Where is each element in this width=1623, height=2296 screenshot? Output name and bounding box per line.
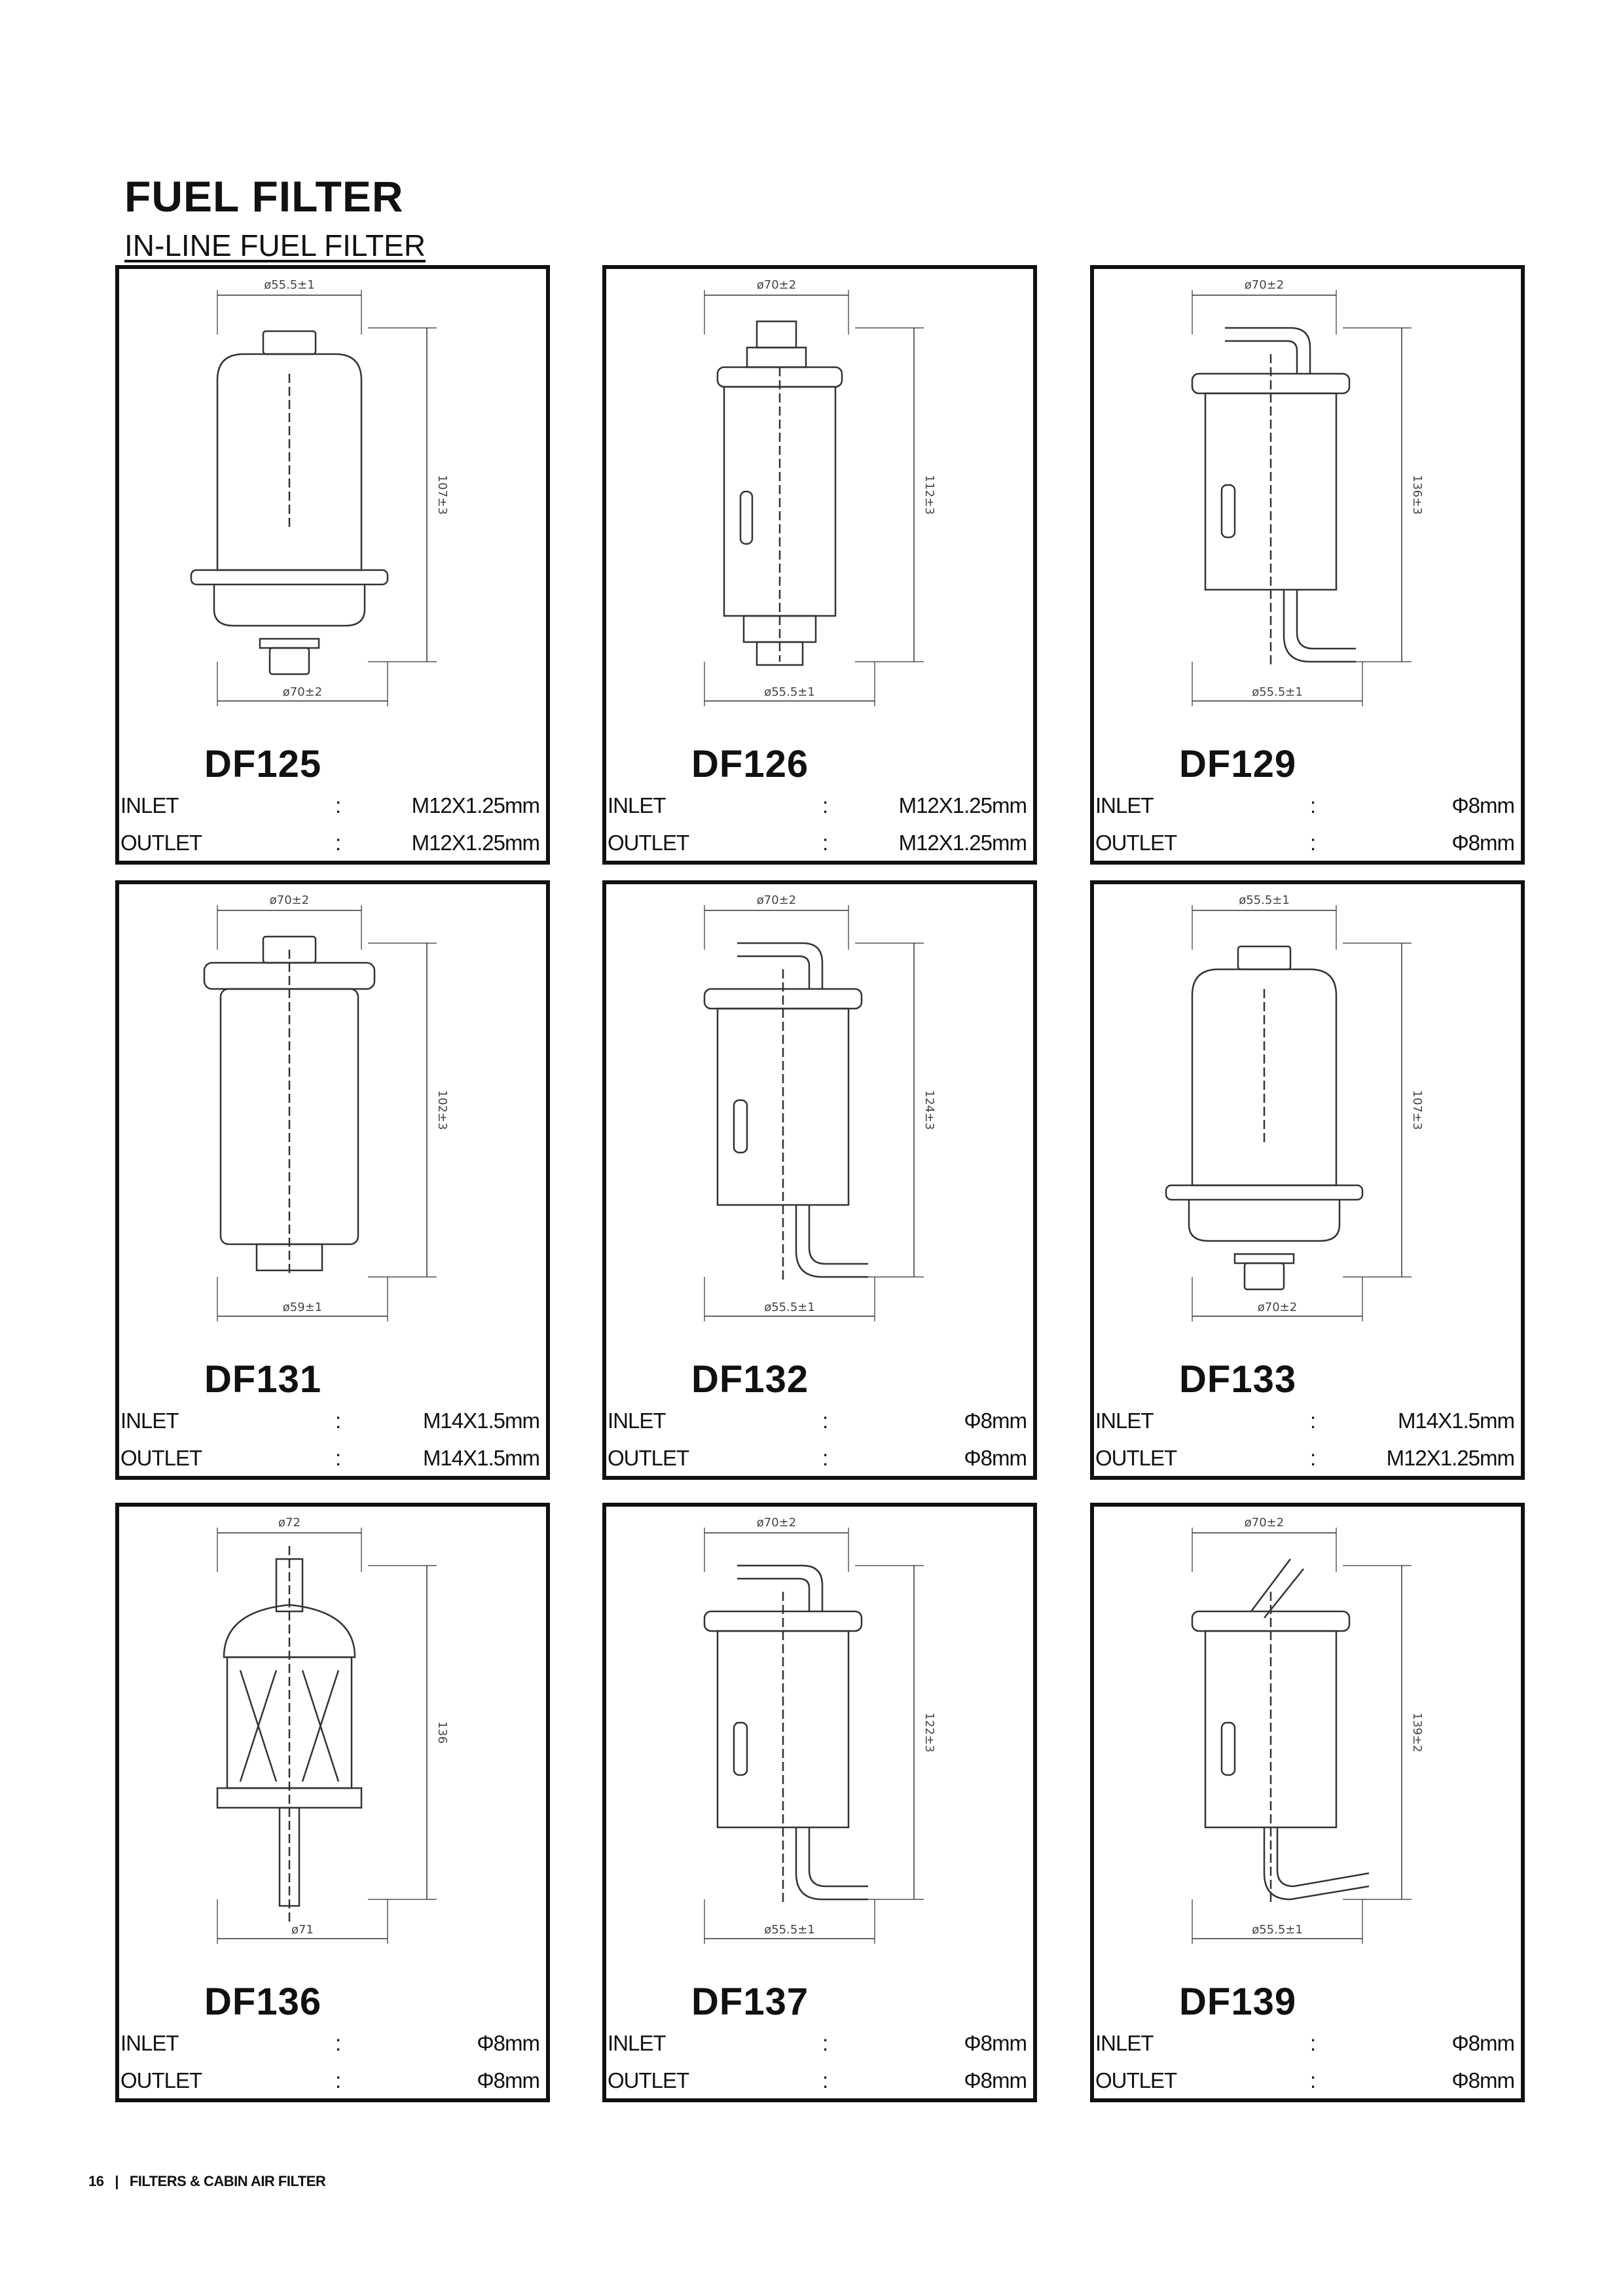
- filter-drawing: [119, 884, 546, 1336]
- inlet-colon: :: [822, 793, 829, 817]
- inlet-row: [606, 2027, 1033, 2061]
- outlet-label: OUTLET: [120, 2068, 202, 2092]
- inlet-value: M14X1.5mm: [422, 1408, 539, 1433]
- inlet-colon: :: [1310, 793, 1317, 817]
- outlet-label: OUTLET: [608, 2068, 689, 2092]
- outlet-row: [1094, 2064, 1521, 2098]
- dim-top: ø70±2: [756, 1516, 797, 1530]
- outlet-row: [1094, 1442, 1521, 1476]
- dim-height: 124±3: [922, 1090, 936, 1130]
- inlet-value: Φ8mm: [1451, 793, 1514, 817]
- outlet-colon: :: [822, 831, 829, 855]
- dim-height: 102±3: [435, 1090, 449, 1130]
- filter-drawing: [1094, 1507, 1521, 1958]
- outlet-colon: :: [335, 831, 342, 855]
- filter-drawing: [119, 269, 546, 721]
- product-code: DF132: [691, 1358, 809, 1401]
- filter-drawing: [606, 884, 1033, 1336]
- inlet-value: M12X1.25mm: [411, 793, 539, 817]
- inlet-colon: :: [335, 1408, 342, 1433]
- outlet-row: [119, 2064, 546, 2098]
- outlet-label: OUTLET: [120, 1446, 202, 1470]
- inlet-value: Φ8mm: [1451, 2031, 1514, 2055]
- outlet-row: [606, 2064, 1033, 2098]
- inlet-label: INLET: [608, 1408, 666, 1433]
- dim-bottom: ø71: [291, 1923, 314, 1937]
- outlet-value: Φ8mm: [964, 1446, 1027, 1470]
- outlet-value: Φ8mm: [1451, 831, 1514, 855]
- filter-drawing: [119, 1507, 546, 1958]
- product-card: [602, 1503, 1037, 2102]
- dim-height: 107±3: [1410, 1090, 1424, 1130]
- footer-separator: |: [115, 2173, 119, 2189]
- filter-drawing: [1094, 269, 1521, 721]
- product-code: DF126: [691, 743, 809, 785]
- product-card: [1090, 880, 1525, 1480]
- outlet-label: OUTLET: [1095, 2068, 1177, 2092]
- inlet-value: Φ8mm: [477, 2031, 539, 2055]
- outlet-colon: :: [1310, 1446, 1317, 1470]
- inlet-colon: :: [1310, 2031, 1317, 2055]
- outlet-colon: :: [335, 2068, 342, 2092]
- dim-height: 112±3: [922, 475, 936, 515]
- outlet-label: OUTLET: [608, 831, 689, 855]
- inlet-label: INLET: [608, 2031, 666, 2055]
- outlet-row: [119, 1442, 546, 1476]
- dim-height: 139±2: [1410, 1712, 1424, 1753]
- outlet-value: M12X1.25mm: [1386, 1446, 1514, 1470]
- product-card: [1090, 265, 1525, 865]
- inlet-value: M12X1.25mm: [898, 793, 1027, 817]
- outlet-colon: :: [822, 1446, 829, 1470]
- dim-height: 136: [435, 1721, 449, 1744]
- inlet-row: [1094, 2027, 1521, 2061]
- filter-drawing: [606, 1507, 1033, 1958]
- dim-top: ø70±2: [1244, 278, 1285, 292]
- filter-drawing: [606, 269, 1033, 721]
- inlet-colon: :: [1310, 1408, 1317, 1433]
- outlet-value: Φ8mm: [477, 2068, 539, 2092]
- inlet-label: INLET: [120, 2031, 179, 2055]
- dim-top: ø70±2: [269, 893, 310, 907]
- dim-bottom: ø59±1: [282, 1300, 323, 1314]
- inlet-colon: :: [335, 2031, 342, 2055]
- outlet-row: [606, 1442, 1033, 1476]
- page-footer: [88, 2173, 325, 2190]
- filter-drawing: [1094, 884, 1521, 1336]
- product-code: DF125: [204, 743, 322, 785]
- outlet-value: M12X1.25mm: [411, 831, 539, 855]
- dim-height: 107±3: [435, 475, 449, 515]
- footer-section: FILTERS & CABIN AIR FILTER: [129, 2173, 326, 2189]
- dim-bottom: ø55.5±1: [1252, 685, 1303, 699]
- inlet-row: [1094, 1405, 1521, 1439]
- product-code: DF139: [1179, 1981, 1297, 2023]
- inlet-row: [1094, 789, 1521, 823]
- inlet-value: Φ8mm: [964, 2031, 1027, 2055]
- outlet-colon: :: [335, 1446, 342, 1470]
- page-number: 16: [88, 2173, 104, 2189]
- outlet-label: OUTLET: [1095, 831, 1177, 855]
- dim-top: ø72: [278, 1516, 301, 1530]
- dim-top: ø55.5±1: [264, 278, 315, 292]
- inlet-label: INLET: [120, 793, 179, 817]
- dim-top: ø70±2: [756, 893, 797, 907]
- inlet-label: INLET: [1095, 1408, 1154, 1433]
- dim-bottom: ø70±2: [282, 685, 323, 699]
- product-code: DF131: [204, 1358, 322, 1401]
- dim-bottom: ø55.5±1: [1252, 1923, 1303, 1937]
- outlet-colon: :: [1310, 831, 1317, 855]
- product-code: DF137: [691, 1981, 809, 2023]
- outlet-colon: :: [822, 2068, 829, 2092]
- product-card: [602, 880, 1037, 1480]
- inlet-label: INLET: [1095, 2031, 1154, 2055]
- inlet-row: [119, 2027, 546, 2061]
- inlet-value: Φ8mm: [964, 1408, 1027, 1433]
- dim-bottom: ø55.5±1: [764, 685, 815, 699]
- product-card: [115, 880, 550, 1480]
- inlet-colon: :: [822, 2031, 829, 2055]
- outlet-label: OUTLET: [120, 831, 202, 855]
- outlet-colon: :: [1310, 2068, 1317, 2092]
- outlet-value: Φ8mm: [1451, 2068, 1514, 2092]
- outlet-value: Φ8mm: [964, 2068, 1027, 2092]
- outlet-row: [1094, 827, 1521, 861]
- dim-top: ø70±2: [756, 278, 797, 292]
- outlet-label: OUTLET: [608, 1446, 689, 1470]
- outlet-label: OUTLET: [1095, 1446, 1177, 1470]
- product-code: DF129: [1179, 743, 1297, 785]
- dim-top: ø55.5±1: [1239, 893, 1290, 907]
- inlet-row: [119, 789, 546, 823]
- product-card: [115, 1503, 550, 2102]
- outlet-value: M14X1.5mm: [422, 1446, 539, 1470]
- dim-bottom: ø70±2: [1257, 1300, 1298, 1314]
- inlet-label: INLET: [120, 1408, 179, 1433]
- dim-height: 136±3: [1410, 475, 1424, 515]
- inlet-value: M14X1.5mm: [1397, 1408, 1514, 1433]
- product-code: DF133: [1179, 1358, 1297, 1401]
- inlet-row: [119, 1405, 546, 1439]
- outlet-row: [119, 827, 546, 861]
- outlet-row: [606, 827, 1033, 861]
- outlet-value: M12X1.25mm: [898, 831, 1027, 855]
- inlet-colon: :: [822, 1408, 829, 1433]
- product-card: [602, 265, 1037, 865]
- inlet-row: [606, 789, 1033, 823]
- product-code: DF136: [204, 1981, 322, 2023]
- dim-bottom: ø55.5±1: [764, 1300, 815, 1314]
- dim-height: 122±3: [922, 1712, 936, 1753]
- inlet-colon: :: [335, 793, 342, 817]
- product-card: [115, 265, 550, 865]
- dim-bottom: ø55.5±1: [764, 1923, 815, 1937]
- inlet-label: INLET: [1095, 793, 1154, 817]
- dim-top: ø70±2: [1244, 1516, 1285, 1530]
- page-subtitle: IN-LINE FUEL FILTER: [124, 228, 426, 262]
- product-card: [1090, 1503, 1525, 2102]
- page-title: FUEL FILTER: [124, 172, 404, 221]
- inlet-label: INLET: [608, 793, 666, 817]
- inlet-row: [606, 1405, 1033, 1439]
